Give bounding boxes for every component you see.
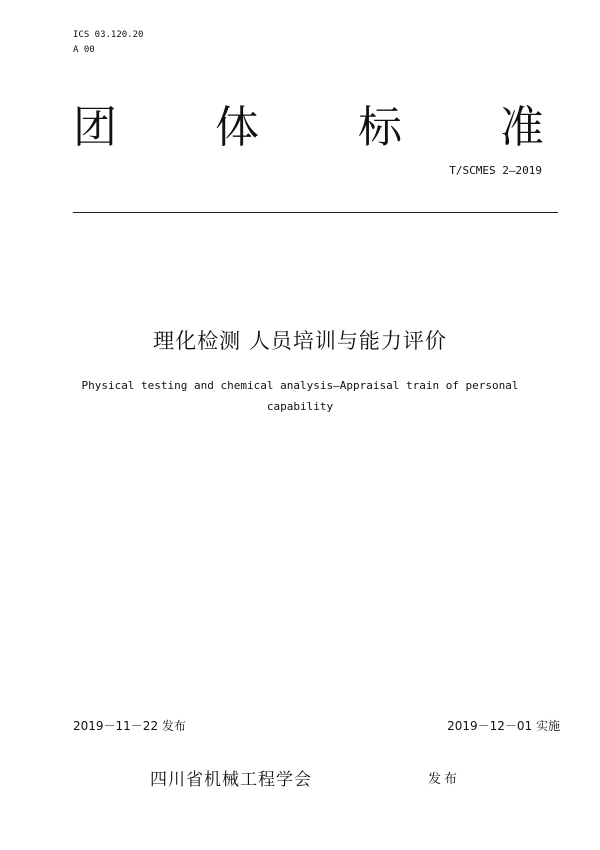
title-english-line-2: capability [266,400,334,413]
implementation-date: 2019－12－01 实施 [447,719,560,733]
standard-number: T/SCMES 2—2019 [449,164,542,177]
title-chinese: 理化检测 人员培训与能力评价 [153,329,447,353]
issuer-name: 四川省机械工程学会 [150,770,312,790]
doc-type-char-3: 标 [358,102,402,153]
issuer-suffix: 发布 [428,772,461,787]
doc-type-char-4: 准 [500,102,544,153]
title-english-line-1: Physical testing and chemical analysis—Appraisal train of personal [81,379,519,392]
ics-code: ICS 03.120.20 [73,30,144,40]
ccs-code: A 00 [73,45,95,55]
doc-type-char-1: 团 [73,102,117,153]
publication-date: 2019－11－22 发布 [73,719,186,733]
header-divider [73,212,558,213]
doc-type-char-2: 体 [215,102,259,153]
